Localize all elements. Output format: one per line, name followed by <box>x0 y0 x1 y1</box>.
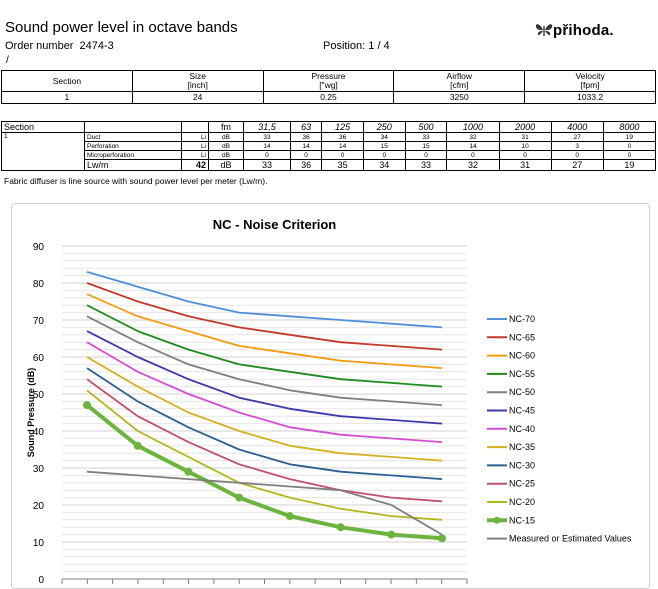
summary-header-row <box>2 71 656 92</box>
y-tick-label: 30 <box>32 464 44 475</box>
series-point <box>286 512 294 520</box>
order-number <box>5 40 114 52</box>
octave-row-duct <box>2 133 656 142</box>
summary-header-cell: Airflow [cfm] <box>394 71 525 92</box>
summary-value-cell: 24 <box>132 92 263 104</box>
y-tick-label: 10 <box>32 538 44 549</box>
legend-label: NC-60 <box>509 350 536 361</box>
octave-cell: 35 <box>322 160 364 171</box>
octave-cell: 0 <box>499 151 551 160</box>
octave-cell: 27 <box>551 160 603 171</box>
company-logo <box>535 20 635 42</box>
octave-section-number: 1 <box>2 133 85 171</box>
series-point <box>235 494 243 502</box>
y-tick-label: 0 <box>38 575 44 586</box>
octave-freq: 500 <box>405 122 447 133</box>
octave-cell: 31 <box>499 133 551 142</box>
octave-row-name: Lw/m <box>85 160 182 171</box>
series-line-nc-70 <box>87 272 442 328</box>
octave-cell: 36 <box>290 160 321 171</box>
octave-cell: 0 <box>603 142 655 151</box>
octave-row-name: Perforation <box>85 142 182 151</box>
legend-label: Measured or Estimated Values <box>509 533 632 544</box>
octave-header-fm: fm <box>209 122 244 133</box>
series-line-measured-or-estimated-values <box>87 472 442 535</box>
octave-freq: 250 <box>363 122 405 133</box>
octave-cell: 14 <box>290 142 321 151</box>
octave-cell: 0 <box>603 151 655 160</box>
legend-label: NC-35 <box>509 442 536 453</box>
series-line-nc-50 <box>87 316 442 405</box>
octave-freq: 2000 <box>499 122 551 133</box>
octave-cell: 14 <box>447 142 499 151</box>
octave-row-lw <box>2 160 656 171</box>
octave-cell: 33 <box>405 160 447 171</box>
summary-table <box>1 70 656 104</box>
octave-cell: 36 <box>290 133 321 142</box>
octave-cell: 31 <box>499 160 551 171</box>
legend-label: NC-30 <box>509 460 536 471</box>
y-tick-label: 80 <box>32 279 44 290</box>
legend-label: NC-40 <box>509 423 536 434</box>
octave-cell: 33 <box>405 133 447 142</box>
octave-row-type: Li <box>182 151 209 160</box>
octave-row-name: Microperforation <box>85 151 182 160</box>
y-tick-label: 40 <box>32 427 44 438</box>
octave-cell: 0 <box>244 151 291 160</box>
legend-label: NC-65 <box>509 332 536 343</box>
octave-freq: 8000 <box>603 122 655 133</box>
order-value: 2474-3 <box>79 40 114 52</box>
summary-value-cell: 1033.2 <box>525 92 656 104</box>
octave-row-unit: dB <box>209 133 244 142</box>
legend-label: NC-50 <box>509 387 536 398</box>
octave-cell: 0 <box>322 151 364 160</box>
summary-value-cell: 3250 <box>394 92 525 104</box>
summary-value-row <box>2 92 656 104</box>
y-tick-label: 20 <box>32 501 44 512</box>
octave-header-section: Section <box>2 122 85 133</box>
legend-label: NC-70 <box>509 314 536 324</box>
octave-cell: 19 <box>603 160 655 171</box>
octave-freq: 31,5 <box>244 122 291 133</box>
legend-label: NC-15 <box>509 515 536 526</box>
octave-cell: 0 <box>551 151 603 160</box>
octave-cell: 34 <box>363 133 405 142</box>
octave-cell: 33 <box>244 160 291 171</box>
octave-row-unit: dB <box>209 142 244 151</box>
y-tick-label: 50 <box>32 390 44 401</box>
series-point <box>438 534 446 542</box>
octave-cell: 0 <box>290 151 321 160</box>
summary-header-cell: Pressure ["wg] <box>263 71 394 92</box>
chart-title: NC - Noise Criterion <box>212 217 337 232</box>
series-point <box>387 531 395 539</box>
octave-cell: 32 <box>447 160 499 171</box>
y-tick-label: 70 <box>32 316 44 327</box>
legend-label: NC-55 <box>509 368 536 379</box>
summary-header-cell: Size [inch] <box>132 71 263 92</box>
y-tick-label: 60 <box>32 353 44 364</box>
logo-text: přihoda. <box>553 22 614 39</box>
octave-cell: 10 <box>499 142 551 151</box>
octave-cell: 0 <box>447 151 499 160</box>
octave-cell: 14 <box>322 142 364 151</box>
position <box>323 40 390 52</box>
legend-marker <box>494 517 501 524</box>
octave-cell: 33 <box>244 133 291 142</box>
octave-cell: 14 <box>244 142 291 151</box>
octave-cell: 3 <box>551 142 603 151</box>
octave-row-perforation <box>2 142 656 151</box>
summary-header-cell: Velocity [fpm] <box>525 71 656 92</box>
octave-cell: 15 <box>405 142 447 151</box>
octave-freq: 125 <box>322 122 364 133</box>
octave-header-blank <box>182 122 209 133</box>
summary-value-cell: 1 <box>2 92 133 104</box>
nc-chart <box>12 204 649 588</box>
nc-chart-panel <box>11 203 650 589</box>
y-tick-label: 90 <box>32 242 44 253</box>
octave-freq: 4000 <box>551 122 603 133</box>
butterfly-icon <box>535 21 553 39</box>
octave-cell: 36 <box>322 133 364 142</box>
octave-header-blank <box>85 122 182 133</box>
octave-row-type: Li <box>182 133 209 142</box>
octave-cell: 0 <box>405 151 447 160</box>
series-point <box>184 468 192 476</box>
line-source-note: Fabric diffuser is line source with sound power level per meter (Lw/m). <box>4 176 268 186</box>
octave-row-name: Duct <box>85 133 182 142</box>
octave-freq: 1000 <box>447 122 499 133</box>
octave-cell: 19 <box>603 133 655 142</box>
octave-row-type: Li <box>182 142 209 151</box>
position-label: Position: <box>323 40 366 52</box>
y-axis-label: Sound Pressure (dB) <box>26 367 36 458</box>
octave-cell: 34 <box>363 160 405 171</box>
legend-label: NC-45 <box>509 405 536 416</box>
octave-row-microperforation <box>2 151 656 160</box>
summary-value-cell: 0.25 <box>263 92 394 104</box>
octave-row-unit: dB <box>209 151 244 160</box>
octave-header-row <box>2 122 656 133</box>
slash-mark: / <box>6 55 9 66</box>
series-point <box>337 523 345 531</box>
octave-cell: 27 <box>551 133 603 142</box>
octave-cell: 0 <box>363 151 405 160</box>
octave-cell: 32 <box>447 133 499 142</box>
legend-label: NC-25 <box>509 478 536 489</box>
series-line-nc-20 <box>87 390 442 520</box>
octave-cell: 15 <box>363 142 405 151</box>
octave-lw-total: 42 <box>182 160 209 171</box>
order-label: Order number <box>5 40 74 52</box>
octave-row-unit: dB <box>209 160 244 171</box>
series-point <box>134 442 142 450</box>
summary-header-cell: Section <box>2 71 133 92</box>
octave-freq: 63 <box>290 122 321 133</box>
series-point <box>83 401 91 409</box>
page-title: Sound power level in octave bands <box>5 19 238 36</box>
position-value: 1 / 4 <box>368 40 390 52</box>
octave-table <box>1 121 656 171</box>
legend-label: NC-20 <box>509 497 536 507</box>
